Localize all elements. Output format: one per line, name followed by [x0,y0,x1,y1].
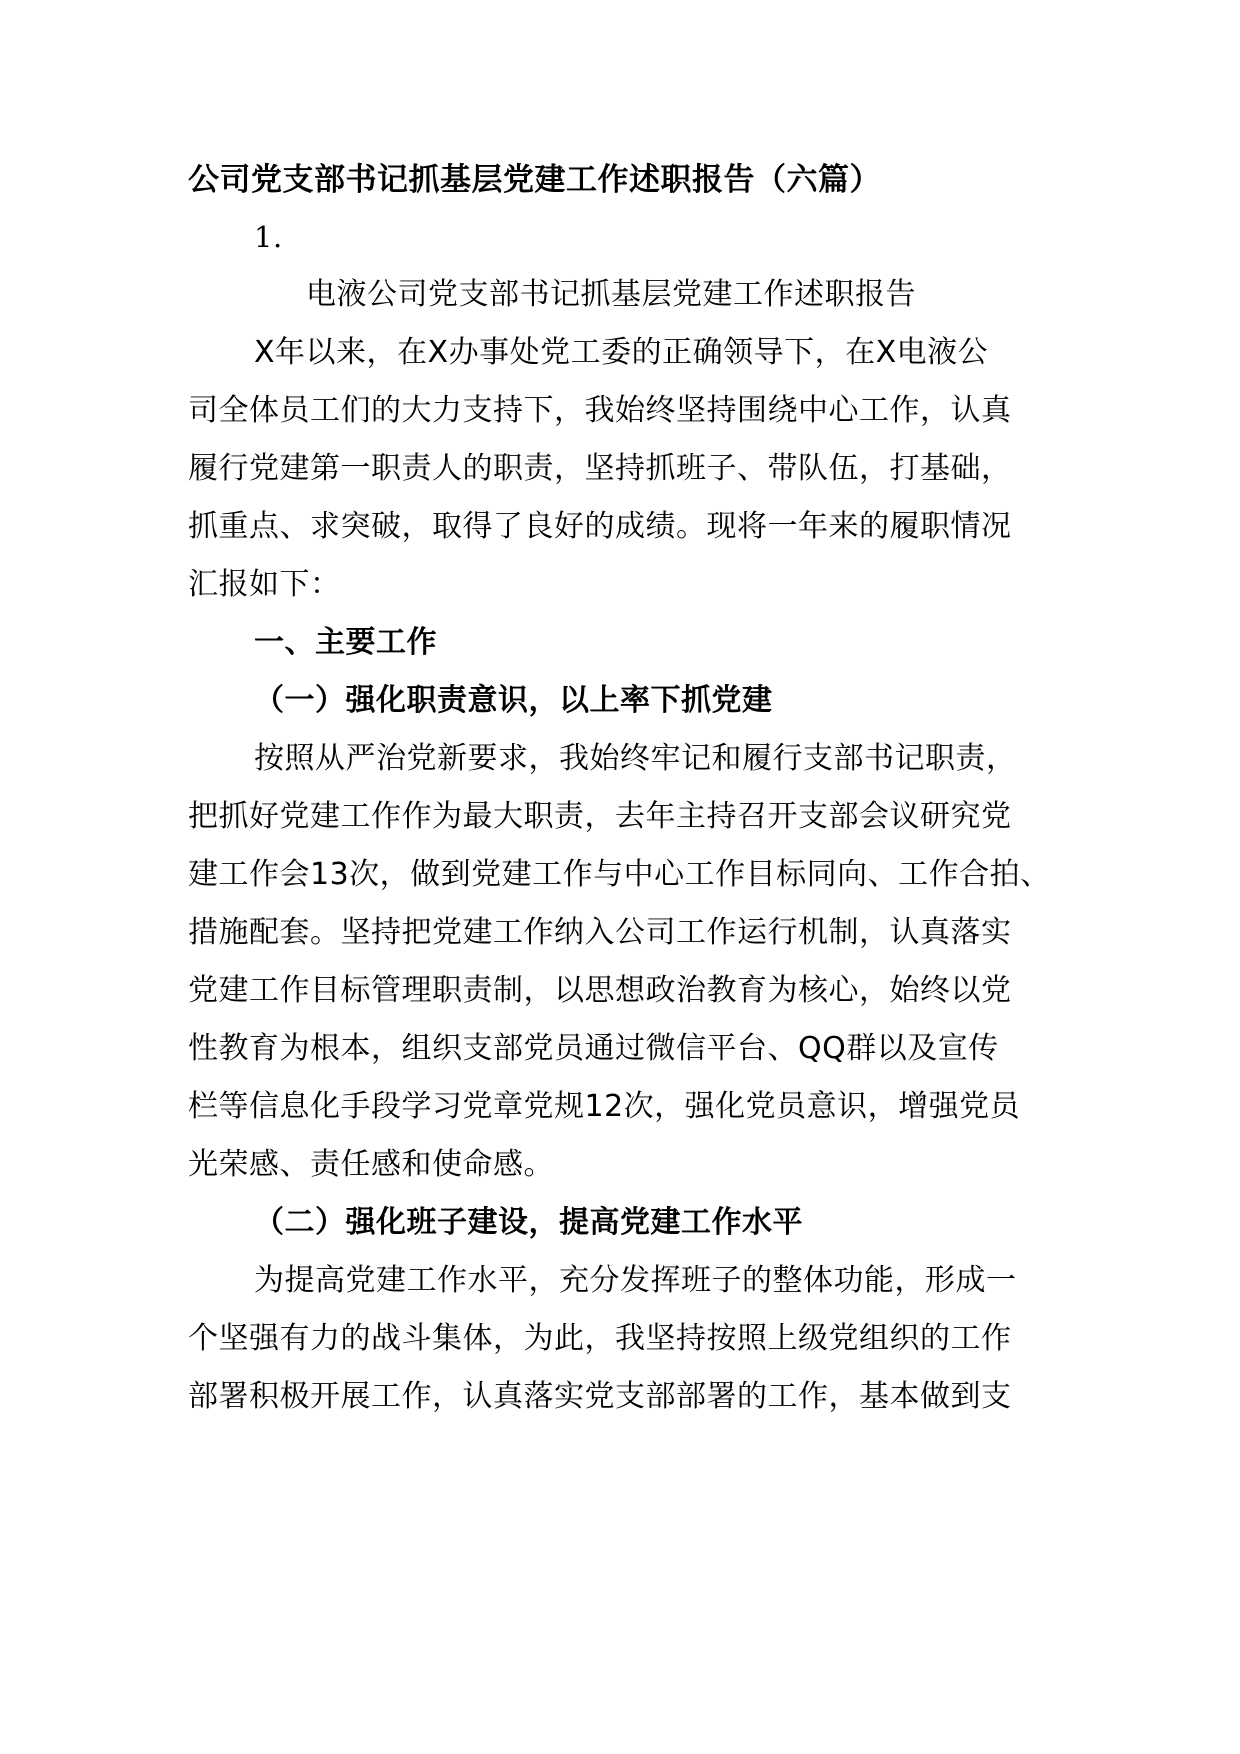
paragraph-line: 性教育为根本，组织支部党员通过微信平台、QQ群以及宣传 [188,1031,999,1066]
paragraph-line: 党建工作目标管理职责制，以思想政治教育为核心，始终以党 [188,973,1012,1008]
report-subtitle: 电液公司党支部书记抓基层党建工作述职报告 [306,277,916,312]
paragraph-line: 把抓好党建工作作为最大职责，去年主持召开支部会议研究党 [188,799,1012,834]
paragraph-line: 部署积极开展工作，认真落实党支部部署的工作，基本做到支 [188,1379,1012,1414]
paragraph-line: 措施配套。坚持把党建工作纳入公司工作运行机制，认真落实 [188,915,1012,950]
item-number: 1. [254,220,283,254]
paragraph-line: X年以来，在X办事处党工委的正确领导下，在X电液公 [254,335,989,370]
paragraph-line: 栏等信息化手段学习党章党规12次，强化党员意识，增强党员 [188,1089,1021,1124]
paragraph-line: 为提高党建工作水平，充分发挥班子的整体功能，形成一 [254,1263,1017,1298]
paragraph-line: 光荣感、责任感和使命感。 [188,1147,554,1182]
paragraph-line: 个坚强有力的战斗集体，为此，我坚持按照上级党组织的工作 [188,1321,1012,1356]
paragraph-line: 司全体员工们的大力支持下，我始终坚持围绕中心工作，认真 [188,393,1012,428]
section-heading: 一、主要工作 [254,625,437,660]
paragraph-line: 建工作会13次，做到党建工作与中心工作目标同向、工作合拍、 [188,857,1051,892]
subsection-heading: （一）强化职责意识，以上率下抓党建 [254,683,773,718]
subsection-heading: （二）强化班子建设，提高党建工作水平 [254,1205,803,1240]
paragraph-line: 抓重点、求突破，取得了良好的成绩。现将一年来的履职情况 [188,509,1012,544]
document-title: 公司党支部书记抓基层党建工作述职报告（六篇） [188,162,881,198]
paragraph-line: 按照从严治党新要求，我始终牢记和履行支部书记职责， [254,741,1017,776]
paragraph-line: 汇报如下： [188,567,341,602]
paragraph-line: 履行党建第一职责人的职责，坚持抓班子、带队伍，打基础， [188,451,1012,486]
